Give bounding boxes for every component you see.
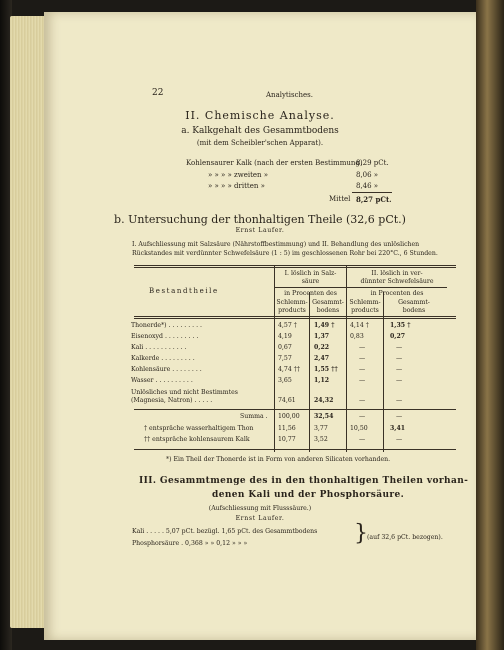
table-head-bestandtheile: Bestandtheile [149, 287, 219, 295]
subsection-a-title: a. Kalkgehalt des Gesammtbodens [181, 126, 339, 136]
table-top-rule-2 [134, 267, 456, 268]
kalk-line-2-label: » » » » zweiten » [208, 171, 269, 179]
section-title-chemische-analyse: II. Chemische Analyse. [185, 109, 335, 122]
table-row-name: Kali . . . . . . . . . . . [131, 344, 187, 351]
table-head-I-line2: säure [301, 278, 320, 285]
sum-rule [352, 192, 392, 193]
table-row-cell: 3,41 [390, 425, 406, 432]
table-sub-gesammt-I-2: bodens [316, 307, 340, 314]
table-row-cell: — [396, 397, 403, 404]
table-sub-gesammt-II-1: Gesammt- [398, 299, 430, 306]
table-head-II-rule [347, 287, 447, 288]
table-head-rule-2 [134, 318, 456, 319]
author-laufer-1: Ernst Laufer. [235, 227, 285, 234]
table-row-cell: — [359, 344, 366, 351]
phosphorsaeure-line: Phosphorsäure . 0,368 » » 0,12 » » » [132, 540, 248, 547]
author-laufer-2: Ernst Laufer. [235, 515, 285, 522]
page-number: 22 [152, 88, 164, 98]
table-row-cell: 0,83 [350, 333, 364, 340]
section3-note: (Aufschliessung mit Flusssäure.) [208, 505, 312, 512]
table-row-cell: 3,52 [314, 436, 328, 443]
kali-line: Kali . . . . . 5,07 pCt. bezügl. 1,65 pCt. des Gesammtbodens [132, 528, 318, 535]
table-row-cell: — [359, 377, 366, 384]
table-row-cell: 3,77 [314, 425, 328, 432]
table-row-cell: — [359, 366, 366, 373]
table-row-cell: — [396, 344, 403, 351]
table-row-cell: — [396, 377, 403, 384]
table-sub-schlemm-II-2: products [351, 307, 379, 314]
kalk-line-1-label: Kohlensaurer Kalk (nach der ersten Bestimmung) [186, 159, 363, 167]
mean-value: 8,27 pCt. [356, 195, 392, 204]
table-summa-label: Summa . [240, 413, 268, 420]
table-row-cell: 11,56 [278, 425, 296, 432]
page-stack [10, 16, 46, 628]
table-summa-rule [134, 409, 456, 410]
table-row-name-unloesliches-2: (Magnesia, Natron) . . . . . [131, 397, 213, 404]
table-head-rule [134, 316, 456, 317]
table-head-proc-I: in Procenten des [284, 290, 337, 297]
table-head-II-line1: II. löslich in ver- [371, 270, 423, 277]
section3-title-line2: denen Kali und der Phosphorsäure. [212, 490, 405, 500]
table-row-cell: — [396, 366, 403, 373]
table-row-cell: 32,54 [314, 413, 334, 420]
table-sub-gesammt-II-2: bodens [402, 307, 426, 314]
curly-brace: } [354, 521, 368, 546]
table-sub-schlemm-I-1: Schlemm- [276, 299, 308, 306]
table-footnote: *) Ein Theil der Thonerde ist in Form von anderen Silicaten vorhanden. [166, 456, 391, 463]
table-row-name: Kohlensäure . . . . . . . . [131, 366, 202, 373]
table-row-cell: 4,57 † [278, 322, 297, 329]
table-row-cell: 74,61 [278, 397, 296, 404]
intro-line-1: I. Aufschliessung mit Salzsäure (Nährstoffbestimmung) und II. Behandlung des unlöslichen [132, 241, 420, 248]
table-row-cell: 3,65 [278, 377, 292, 384]
table-row-cell: 0,67 [278, 344, 292, 351]
mean-label: Mittel [329, 195, 351, 203]
book-spine-right [476, 0, 504, 650]
table-head-II-line2: dünnter Schwefelsäure [360, 278, 434, 285]
table-foot2-label: †† entspräche kohlensaurem Kalk [144, 436, 250, 443]
table-row-cell: 1,12 [314, 377, 330, 384]
kalk-line-1-value: 8,29 pCt. [356, 159, 389, 167]
table-row-cell: 4,74 †† [278, 366, 300, 373]
table-sub-gesammt-I-1: Gesammt- [312, 299, 344, 306]
table-bottom-rule [134, 449, 456, 450]
table-row-name: Thonerde*) . . . . . . . . . [131, 322, 202, 329]
table-col-divider-2 [309, 292, 310, 452]
table-row-name: Wasser . . . . . . . . . . [131, 377, 193, 384]
table-row-name-unloesliches-1: Unlösliches und nicht Bestimmtes [131, 389, 238, 396]
subsection-b-title: b. Untersuchung der thonhaltigen Theile (32,6 pCt.) [114, 213, 406, 226]
table-row-cell: 10,50 [350, 425, 368, 432]
table-head-I-rule [275, 287, 346, 288]
table-row-name: Kalkerde . . . . . . . . . [131, 355, 195, 362]
table-row-cell: — [359, 413, 366, 420]
bracket-note: (auf 32,6 pCt. bezogen). [367, 534, 443, 541]
table-row-cell: — [396, 413, 403, 420]
table-row-cell: — [359, 397, 366, 404]
book-page [44, 12, 476, 640]
table-row-cell: — [396, 436, 403, 443]
table-row-cell: 1,37 [314, 333, 330, 340]
table-row-cell: 0,27 [390, 333, 406, 340]
table-head-I-line1: I. löslich in Salz- [284, 270, 337, 277]
table-row-cell: 24,32 [314, 397, 334, 404]
section3-title-line1: III. Gesammtmenge des in den thonhaltigen Theilen vorhan- [139, 476, 469, 486]
table-row-cell: — [359, 436, 366, 443]
table-head-proc-II: in Procenten des [370, 290, 424, 297]
kalk-line-2-value: 8,06 » [356, 171, 379, 179]
kalk-line-3-value: 8,46 » [356, 182, 379, 190]
running-title: Analytisches. [266, 91, 313, 99]
table-sub-schlemm-II-1: Schlemm- [349, 299, 381, 306]
table-row-cell: 10,77 [278, 436, 296, 443]
table-row-cell: 4,14 † [350, 322, 369, 329]
table-row-cell: 1,49 † [314, 322, 335, 329]
table-row-name: Eisenoxyd . . . . . . . . . [131, 333, 199, 340]
table-row-cell: — [359, 355, 366, 362]
table-sub-schlemm-I-2: products [278, 307, 306, 314]
table-row-cell: 100,00 [278, 413, 300, 420]
table-col-divider-4 [383, 292, 384, 452]
intro-line-2: Rückstandes mit verdünnter Schwefelsäure (1 : 5) im geschlossenen Rohr bei 220°C., 6 Stunden. [132, 250, 438, 257]
subsection-a-note: (mit dem Scheibler'schen Apparat). [196, 139, 324, 147]
table-row-cell: 2,47 [314, 355, 330, 362]
table-row-cell: — [396, 355, 403, 362]
table-row-cell: 7,57 [278, 355, 292, 362]
kalk-line-3-label: » » » » dritten » [208, 182, 265, 190]
table-foot1-label: † entspräche wasserhaltigem Thon [144, 425, 254, 432]
table-row-cell: 1,35 † [390, 322, 411, 329]
table-row-cell: 1,55 †† [314, 366, 338, 373]
table-top-rule [134, 265, 456, 266]
table-row-cell: 0,22 [314, 344, 330, 351]
table-row-cell: 4,19 [278, 333, 292, 340]
